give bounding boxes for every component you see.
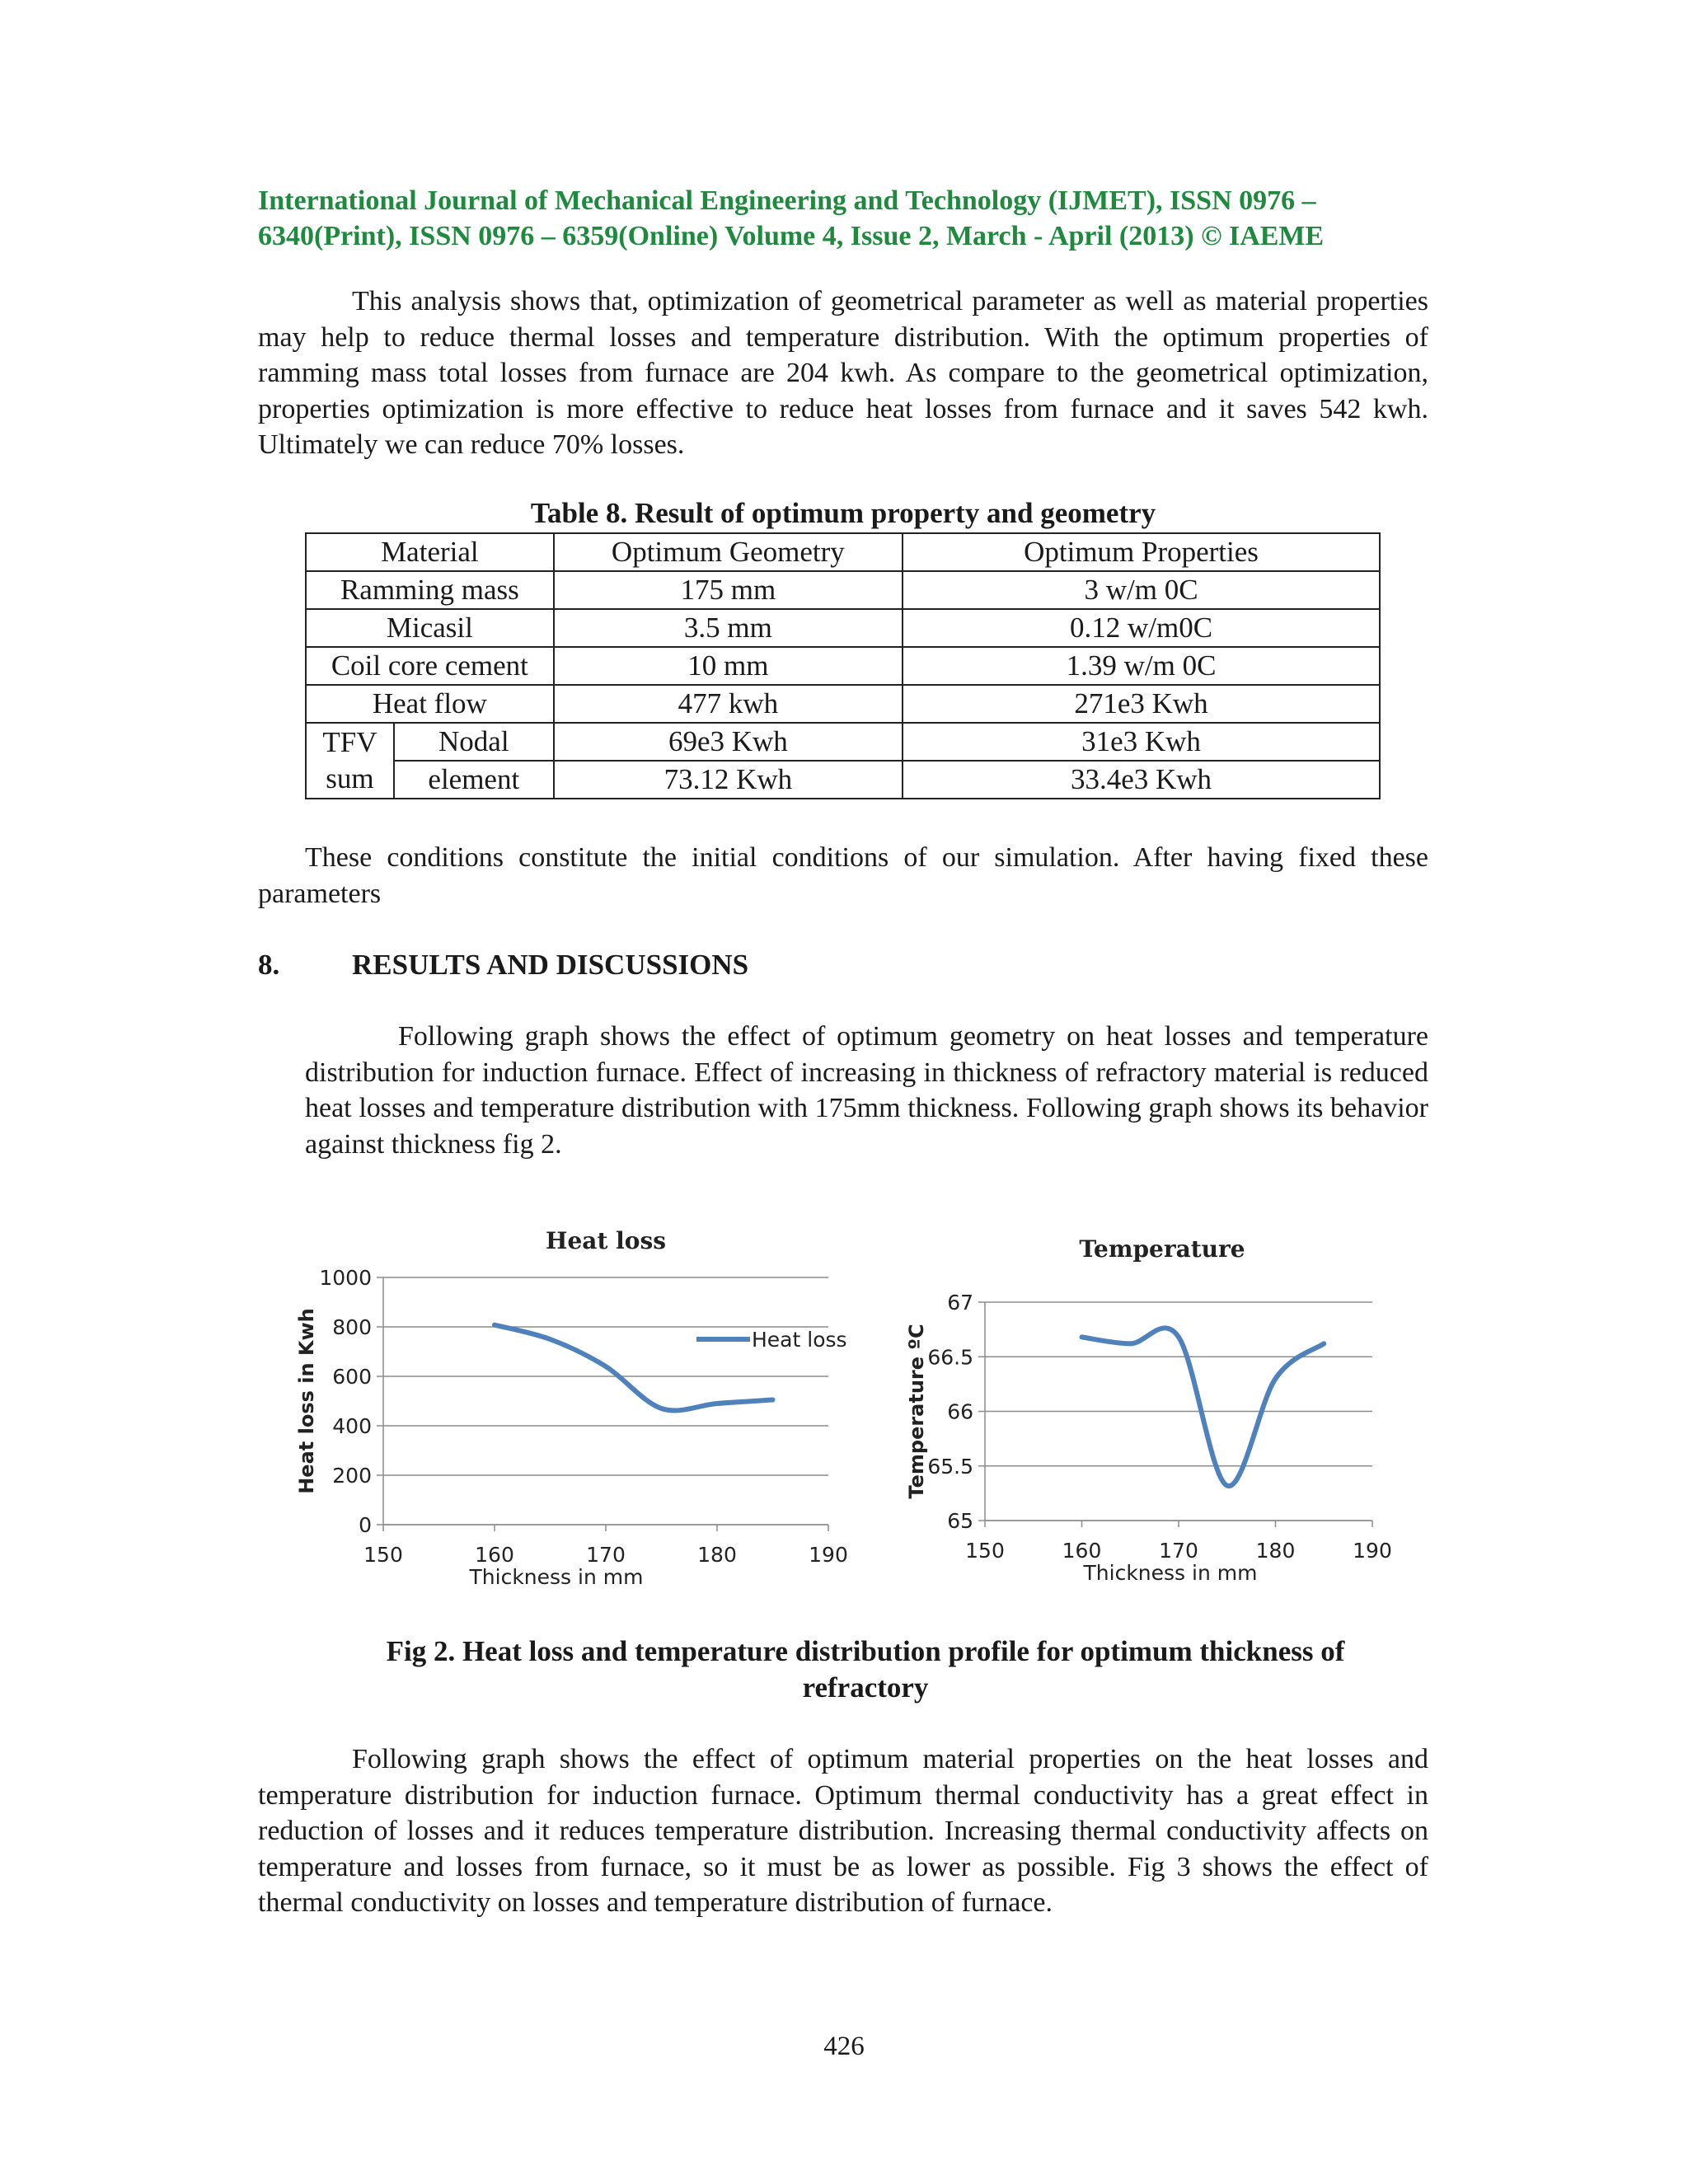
table-cell: 0.12 w/m0C <box>903 609 1380 647</box>
table-cell: 73.12 Kwh <box>554 761 903 799</box>
journal-header <box>258 183 1428 254</box>
y-tick-label: 600 <box>332 1365 372 1389</box>
y-axis-label: Heat loss in Kwh <box>295 1308 318 1494</box>
table-cell: Coil core cement <box>306 647 554 685</box>
section-number: 8. <box>258 949 280 981</box>
table-header-cell: Material <box>306 533 554 571</box>
table-tfv-label-line-1: TFV <box>322 726 377 758</box>
y-tick-label: 800 <box>332 1315 372 1339</box>
legend-label: Heat loss <box>752 1328 847 1352</box>
paragraph-material-properties: Following graph shows the effect of optimum material properties on the heat losses and temperature distribution for induction furnace. Optimum thermal conductivity has a great effect in reduction of losses and it reduces temperature distribution. Increasing thermal conductivity affects on temperature and losses from furnace, so it must be as lower as possible. Fig 3 shows the effect of thermal conductivity on losses and temperature distribution of furnace. <box>258 1744 1428 1918</box>
x-tick-label: 160 <box>1062 1539 1102 1563</box>
temperature-chart <box>905 1235 1392 1585</box>
table-cell: element <box>394 761 554 799</box>
table-row <box>306 647 1380 685</box>
series-line <box>1082 1328 1325 1486</box>
y-axis-label: Temperature ºC <box>905 1324 928 1499</box>
table-cell: 31e3 Kwh <box>903 723 1380 761</box>
table-row <box>306 571 1380 609</box>
journal-header-line-1: International Journal of Mechanical Engineering and Technology (IJMET), ISSN 0976 – <box>258 185 1316 216</box>
x-tick-label: 170 <box>586 1543 626 1567</box>
x-tick-label: 160 <box>475 1543 514 1567</box>
table-cell: 69e3 Kwh <box>554 723 903 761</box>
x-axis-label: Thickness in mm <box>1083 1561 1258 1585</box>
table-header-row <box>306 533 1380 571</box>
y-tick-label: 65.5 <box>927 1454 973 1479</box>
y-tick-label: 65 <box>947 1509 973 1533</box>
page-number: 426 <box>823 2032 865 2061</box>
x-tick-label: 150 <box>363 1543 403 1567</box>
y-tick-label: 400 <box>332 1414 372 1438</box>
table-cell: Heat flow <box>306 685 554 723</box>
table-cell: Ramming mass <box>306 571 554 609</box>
table-header-cell: Optimum Properties <box>903 533 1380 571</box>
y-tick-label: 66.5 <box>927 1345 973 1370</box>
x-tick-label: 180 <box>1255 1539 1296 1563</box>
table-row <box>306 761 1380 799</box>
table-caption: Table 8. Result of optimum property and geometry <box>530 497 1156 529</box>
y-tick-label: 66 <box>947 1399 973 1424</box>
heat-loss-chart <box>295 1227 848 1589</box>
table-cell: 175 mm <box>554 571 903 609</box>
chart-title: Heat loss <box>546 1227 666 1254</box>
table-cell: Nodal <box>394 723 554 761</box>
x-tick-label: 180 <box>697 1543 737 1567</box>
table-cell: 10 mm <box>554 647 903 685</box>
journal-header-line-2: 6340(Print), ISSN 0976 – 6359(Online) Volume 4, Issue 2, March - April (2013) © IAEME <box>258 221 1325 251</box>
table-cell: 33.4e3 Kwh <box>903 761 1380 799</box>
section-title: RESULTS AND DISCUSSIONS <box>352 949 749 981</box>
paragraph-initial-conditions: These conditions constitute the initial conditions of our simulation. After having fixed these parameters <box>258 842 1428 909</box>
y-tick-label: 1000 <box>319 1266 372 1290</box>
table-row <box>306 685 1380 723</box>
table-tfv-label-line-2: sum <box>326 762 374 794</box>
x-tick-label: 190 <box>1353 1539 1392 1563</box>
x-axis-label: Thickness in mm <box>469 1565 644 1589</box>
figure-caption: Fig 2. Heat loss and temperature distribution profile for optimum thickness of refractory <box>386 1635 1345 1704</box>
table-tfv-label-cell <box>306 723 394 799</box>
chart-title: Temperature <box>1079 1235 1245 1263</box>
table-row <box>306 723 1380 761</box>
table-cell: 3 w/m 0C <box>903 571 1380 609</box>
section-heading <box>258 949 748 982</box>
table-row <box>306 609 1380 647</box>
paragraph-geometry-effect: Following graph shows the effect of optimum geometry on heat losses and temperature distribution for induction furnace. Effect of increasing in thickness of refractory material is reduced heat losses and temperature distribution with 175mm thickness. Following graph shows its behavior against thickness fig 2. <box>305 1021 1428 1160</box>
paragraph-optimization-summary: This analysis shows that, optimization of geometrical parameter as well as material properties may help to reduce thermal losses and temperature distribution. With the optimum properties of ramming mass total losses from furnace are 204 kwh. As compare to the geometrical optimization, properties optimization is more effective to reduce heat losses from furnace and it saves 542 kwh. Ultimately we can reduce 70% losses. <box>258 286 1428 460</box>
y-tick-label: 67 <box>947 1291 973 1315</box>
table-cell: 477 kwh <box>554 685 903 723</box>
y-tick-label: 200 <box>332 1464 372 1488</box>
x-tick-label: 170 <box>1159 1539 1198 1563</box>
table-cell: 1.39 w/m 0C <box>903 647 1380 685</box>
x-tick-label: 150 <box>965 1539 1005 1563</box>
table-cell: Micasil <box>306 609 554 647</box>
figure-2-charts <box>284 1224 1405 1611</box>
table-cell: 3.5 mm <box>554 609 903 647</box>
table-header-cell: Optimum Geometry <box>554 533 903 571</box>
x-tick-label: 190 <box>809 1543 848 1567</box>
table-cell: 271e3 Kwh <box>903 685 1380 723</box>
results-table <box>305 532 1381 799</box>
y-tick-label: 0 <box>359 1513 372 1537</box>
